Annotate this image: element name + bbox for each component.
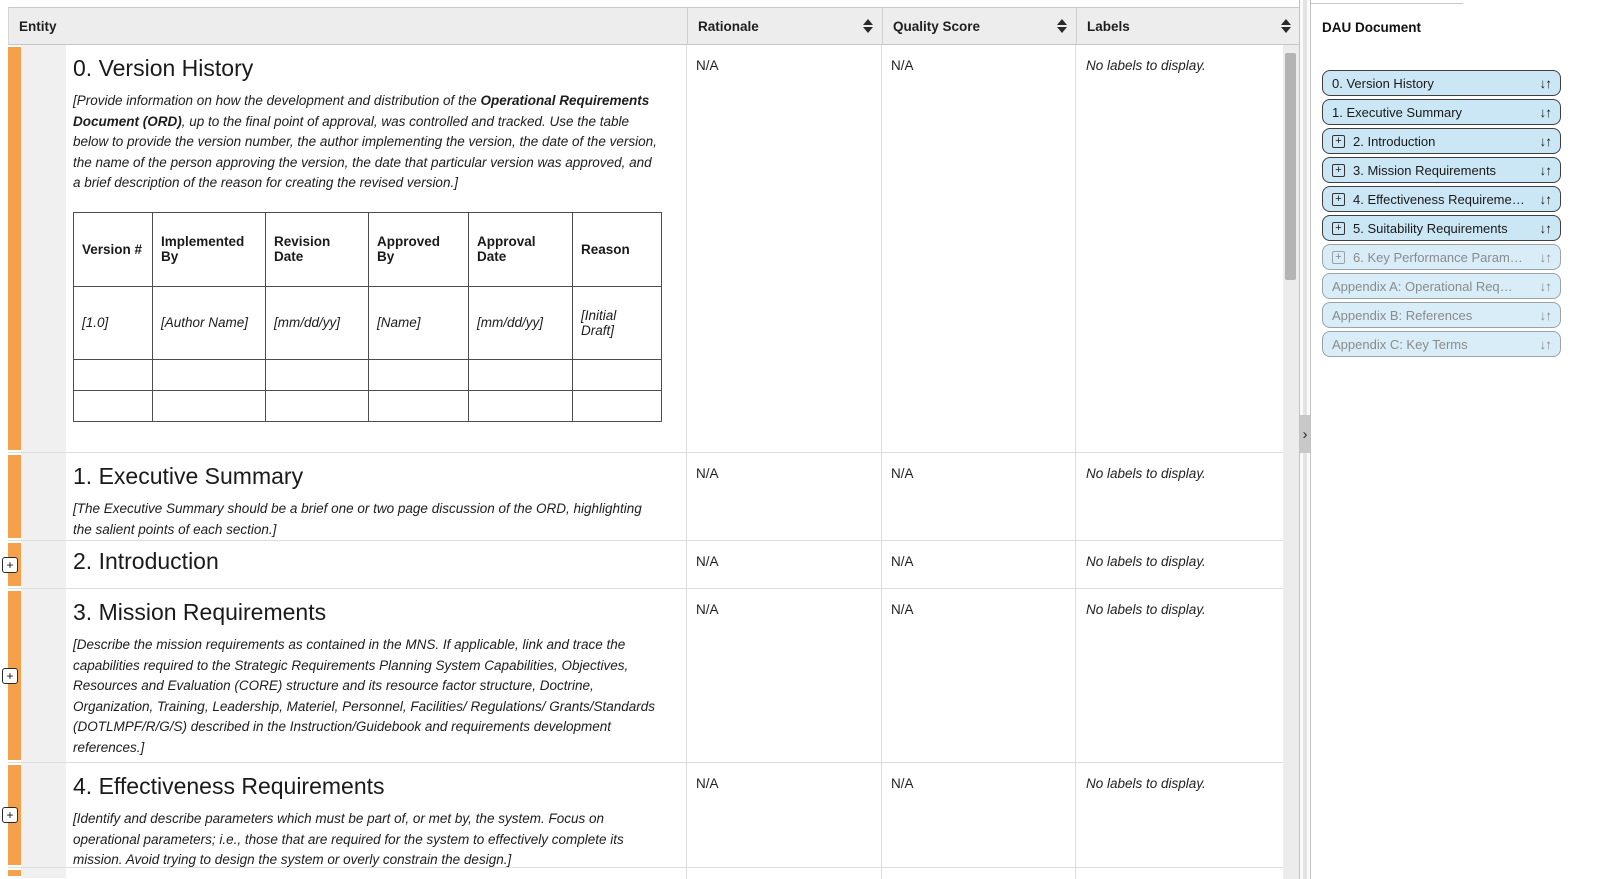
row-accent-bar [8,47,21,450]
outline-item-executive-summary[interactable] [1322,99,1561,125]
row-gutter [21,541,66,588]
table-row-introduction [8,540,1283,588]
version-table-cell [469,390,573,421]
section-description: [Provide information on how the development and distribution of the Operational Requirements Document (ORD), up to the final point of approval, was controlled and tracked. Use the table below to provide the version number, the author implementing the version, the date of the version, the name of the person approving the version, the date that particular version was approved, and a brief description of the reason for creating the revised version.] [73,93,657,190]
version-table-cell: [mm/dd/yy] [469,286,573,359]
section-description: [Describe the mission requirements as contained in the MNS. If applicable, link and trace the capabilities required to the Strategic Requirements Planning System Capabilities, Objectives, Resources and Evaluation (CORE) structure and its resource factor structure, Doctrine, Organization, Training, Leadership, Materiel, Personnel, Facilities/ Regulations/ Grants/Standards (DOTLMPF/R/G/S) described in the Instruction/Guidebook and requirements development references.] [73,637,656,755]
expand-icon[interactable]: + [1332,251,1345,264]
version-table-cell [369,390,469,421]
quality-score-cell [881,868,1075,879]
version-table-cell [266,390,369,421]
reorder-icon[interactable]: ↓↑ [1539,133,1551,149]
rationale-cell: N/A [686,453,881,540]
quality-score-cell: N/A [881,589,1075,762]
labels-column-label: Labels [1087,18,1130,34]
outline-item-list [1322,70,1561,360]
version-table-empty-row [74,390,662,421]
table-row-effectiveness-requirements [8,762,1283,867]
version-table-header: Implemented By [153,212,266,286]
outline-item-label: Appendix B: References [1332,307,1473,323]
version-table-cell [573,390,662,421]
labels-cell: No labels to display. [1075,45,1283,452]
labels-cell: No labels to display. [1075,541,1283,588]
table-header [8,7,1300,45]
vertical-scrollbar-thumb[interactable] [1285,53,1296,280]
expand-row-button[interactable]: + [2,668,18,684]
version-table-data-row [74,286,662,359]
reorder-icon[interactable]: ↓↑ [1539,162,1551,178]
section-title: 2. Introduction [73,548,219,574]
section-description: [The Executive Summary should be a brief one or two page discussion of the ORD, highlighting the salient points of each section.] [73,501,642,537]
chevron-right-icon: › [1302,425,1308,443]
panel-splitter[interactable] [1299,0,1311,879]
labels-column-header[interactable] [1076,8,1300,44]
expand-row-button[interactable]: + [2,807,18,823]
vertical-scrollbar-track[interactable] [1283,45,1299,879]
section-title: 3. Mission Requirements [73,599,327,625]
outline-item-label: 5. Suitability Requirements [1353,220,1508,236]
labels-cell: No labels to display. [1075,589,1283,762]
labels-cell [1075,868,1283,879]
outline-item-appendix-c[interactable] [1322,331,1561,357]
outline-item-version-history[interactable] [1322,70,1561,96]
version-table-header: Version # [74,212,153,286]
expand-icon[interactable]: + [1332,222,1345,235]
version-table-cell [74,359,153,390]
reorder-icon[interactable]: ↓↑ [1539,191,1551,207]
outline-item-effectiveness-requirements[interactable] [1322,186,1561,212]
outline-item-suitability-requirements[interactable] [1322,215,1561,241]
outline-item-appendix-b[interactable] [1322,302,1561,328]
quality-score-cell: N/A [881,45,1075,452]
version-table-cell: [Author Name] [153,286,266,359]
labels-cell: No labels to display. [1075,453,1283,540]
outline-item-label: 3. Mission Requirements [1353,162,1497,178]
row-gutter [21,45,66,452]
outline-item-label: 2. Introduction [1353,133,1436,149]
section-title: 1. Executive Summary [73,463,304,489]
version-table-header: Approval Date [469,212,573,286]
version-table-cell [74,390,153,421]
document-outline-panel [1311,0,1608,879]
entity-cell [8,45,686,452]
entity-cell [8,541,686,588]
reorder-icon[interactable]: ↓↑ [1539,104,1551,120]
version-table-empty-row [74,359,662,390]
reorder-icon[interactable]: ↓↑ [1539,249,1551,265]
table-row-partial [8,867,1283,878]
outline-item-label: 0. Version History [1332,75,1434,91]
version-table-cell: [Initial Draft] [573,286,662,359]
description-bold-text: Operational Requirements Document (ORD) [73,93,650,129]
row-gutter [21,589,66,762]
reorder-icon[interactable]: ↓↑ [1539,307,1551,323]
table-row-executive-summary [8,452,1283,540]
version-table-header-row [74,212,662,286]
sidebar-top-divider [1311,3,1463,4]
section-title: 0. Version History [73,55,254,81]
rationale-cell [686,868,881,879]
outline-item-label: 6. Key Performance Param… [1353,249,1523,265]
reorder-icon[interactable]: ↓↑ [1539,278,1551,294]
table-body [8,45,1283,878]
version-table-cell [369,359,469,390]
outline-item-mission-requirements[interactable] [1322,157,1561,183]
outline-item-label: Appendix A: Operational Req… [1332,278,1513,294]
rationale-cell: N/A [686,541,881,588]
outline-item-key-performance-parameters[interactable] [1322,244,1561,270]
sidebar-title: DAU Document [1322,20,1422,35]
quality-score-column-header[interactable] [882,8,1076,44]
version-table-cell: [Name] [369,286,469,359]
reorder-icon[interactable]: ↓↑ [1539,336,1551,352]
quality-score-cell: N/A [881,763,1075,867]
row-gutter [21,453,66,540]
version-table-cell [153,390,266,421]
rationale-column-header[interactable] [687,8,882,44]
section-title: 4. Effectiveness Requirements [73,773,385,799]
rationale-cell: N/A [686,45,881,452]
expand-icon[interactable]: + [1332,164,1345,177]
reorder-icon[interactable]: ↓↑ [1539,75,1551,91]
entity-cell [8,868,686,878]
version-table-cell [266,359,369,390]
version-history-table [73,212,662,422]
entity-cell [8,589,686,762]
outline-item-appendix-a[interactable] [1322,273,1561,299]
version-table-cell [573,359,662,390]
reorder-icon[interactable]: ↓↑ [1539,220,1551,236]
row-accent-bar [8,870,21,876]
section-description: [Identify and describe parameters which must be part of, or met by, the system. Focus on operational parameters; i.e., those that are required for the system to effectively complete its mission. Avoid trying to design the system or overly constrain the design.] [73,811,624,867]
rationale-cell: N/A [686,763,881,867]
row-gutter [21,868,66,878]
sort-icon[interactable] [1057,19,1067,33]
version-table-header: Revision Date [266,212,369,286]
outline-item-label: 4. Effectiveness Requireme… [1353,191,1525,207]
version-table-cell: [1.0] [74,286,153,359]
outline-item-introduction[interactable] [1322,128,1561,154]
rationale-column-label: Rationale [698,18,759,34]
sort-icon[interactable] [1281,19,1291,33]
entity-cell [8,453,686,540]
rationale-cell: N/A [686,589,881,762]
version-table-cell [153,359,266,390]
expand-row-button[interactable]: + [2,557,18,573]
table-row-version-history [8,45,1283,452]
row-gutter [21,763,66,867]
row-accent-bar [8,455,21,538]
expand-icon[interactable]: + [1332,135,1345,148]
quality-score-cell: N/A [881,453,1075,540]
panel-collapse-handle[interactable] [1300,415,1310,453]
entity-column-header [9,8,687,44]
version-table-cell: [mm/dd/yy] [266,286,369,359]
entity-cell [8,763,686,867]
sort-icon[interactable] [863,19,873,33]
expand-icon[interactable]: + [1332,193,1345,206]
quality-score-cell: N/A [881,541,1075,588]
version-table-header: Approved By [369,212,469,286]
table-row-mission-requirements [8,588,1283,762]
outline-item-label: Appendix C: Key Terms [1332,336,1468,352]
version-table-cell [469,359,573,390]
outline-item-label: 1. Executive Summary [1332,104,1463,120]
quality-score-column-label: Quality Score [893,18,981,34]
entity-column-label: Entity [19,18,57,34]
labels-cell: No labels to display. [1075,763,1283,867]
version-table-header: Reason [573,212,662,286]
